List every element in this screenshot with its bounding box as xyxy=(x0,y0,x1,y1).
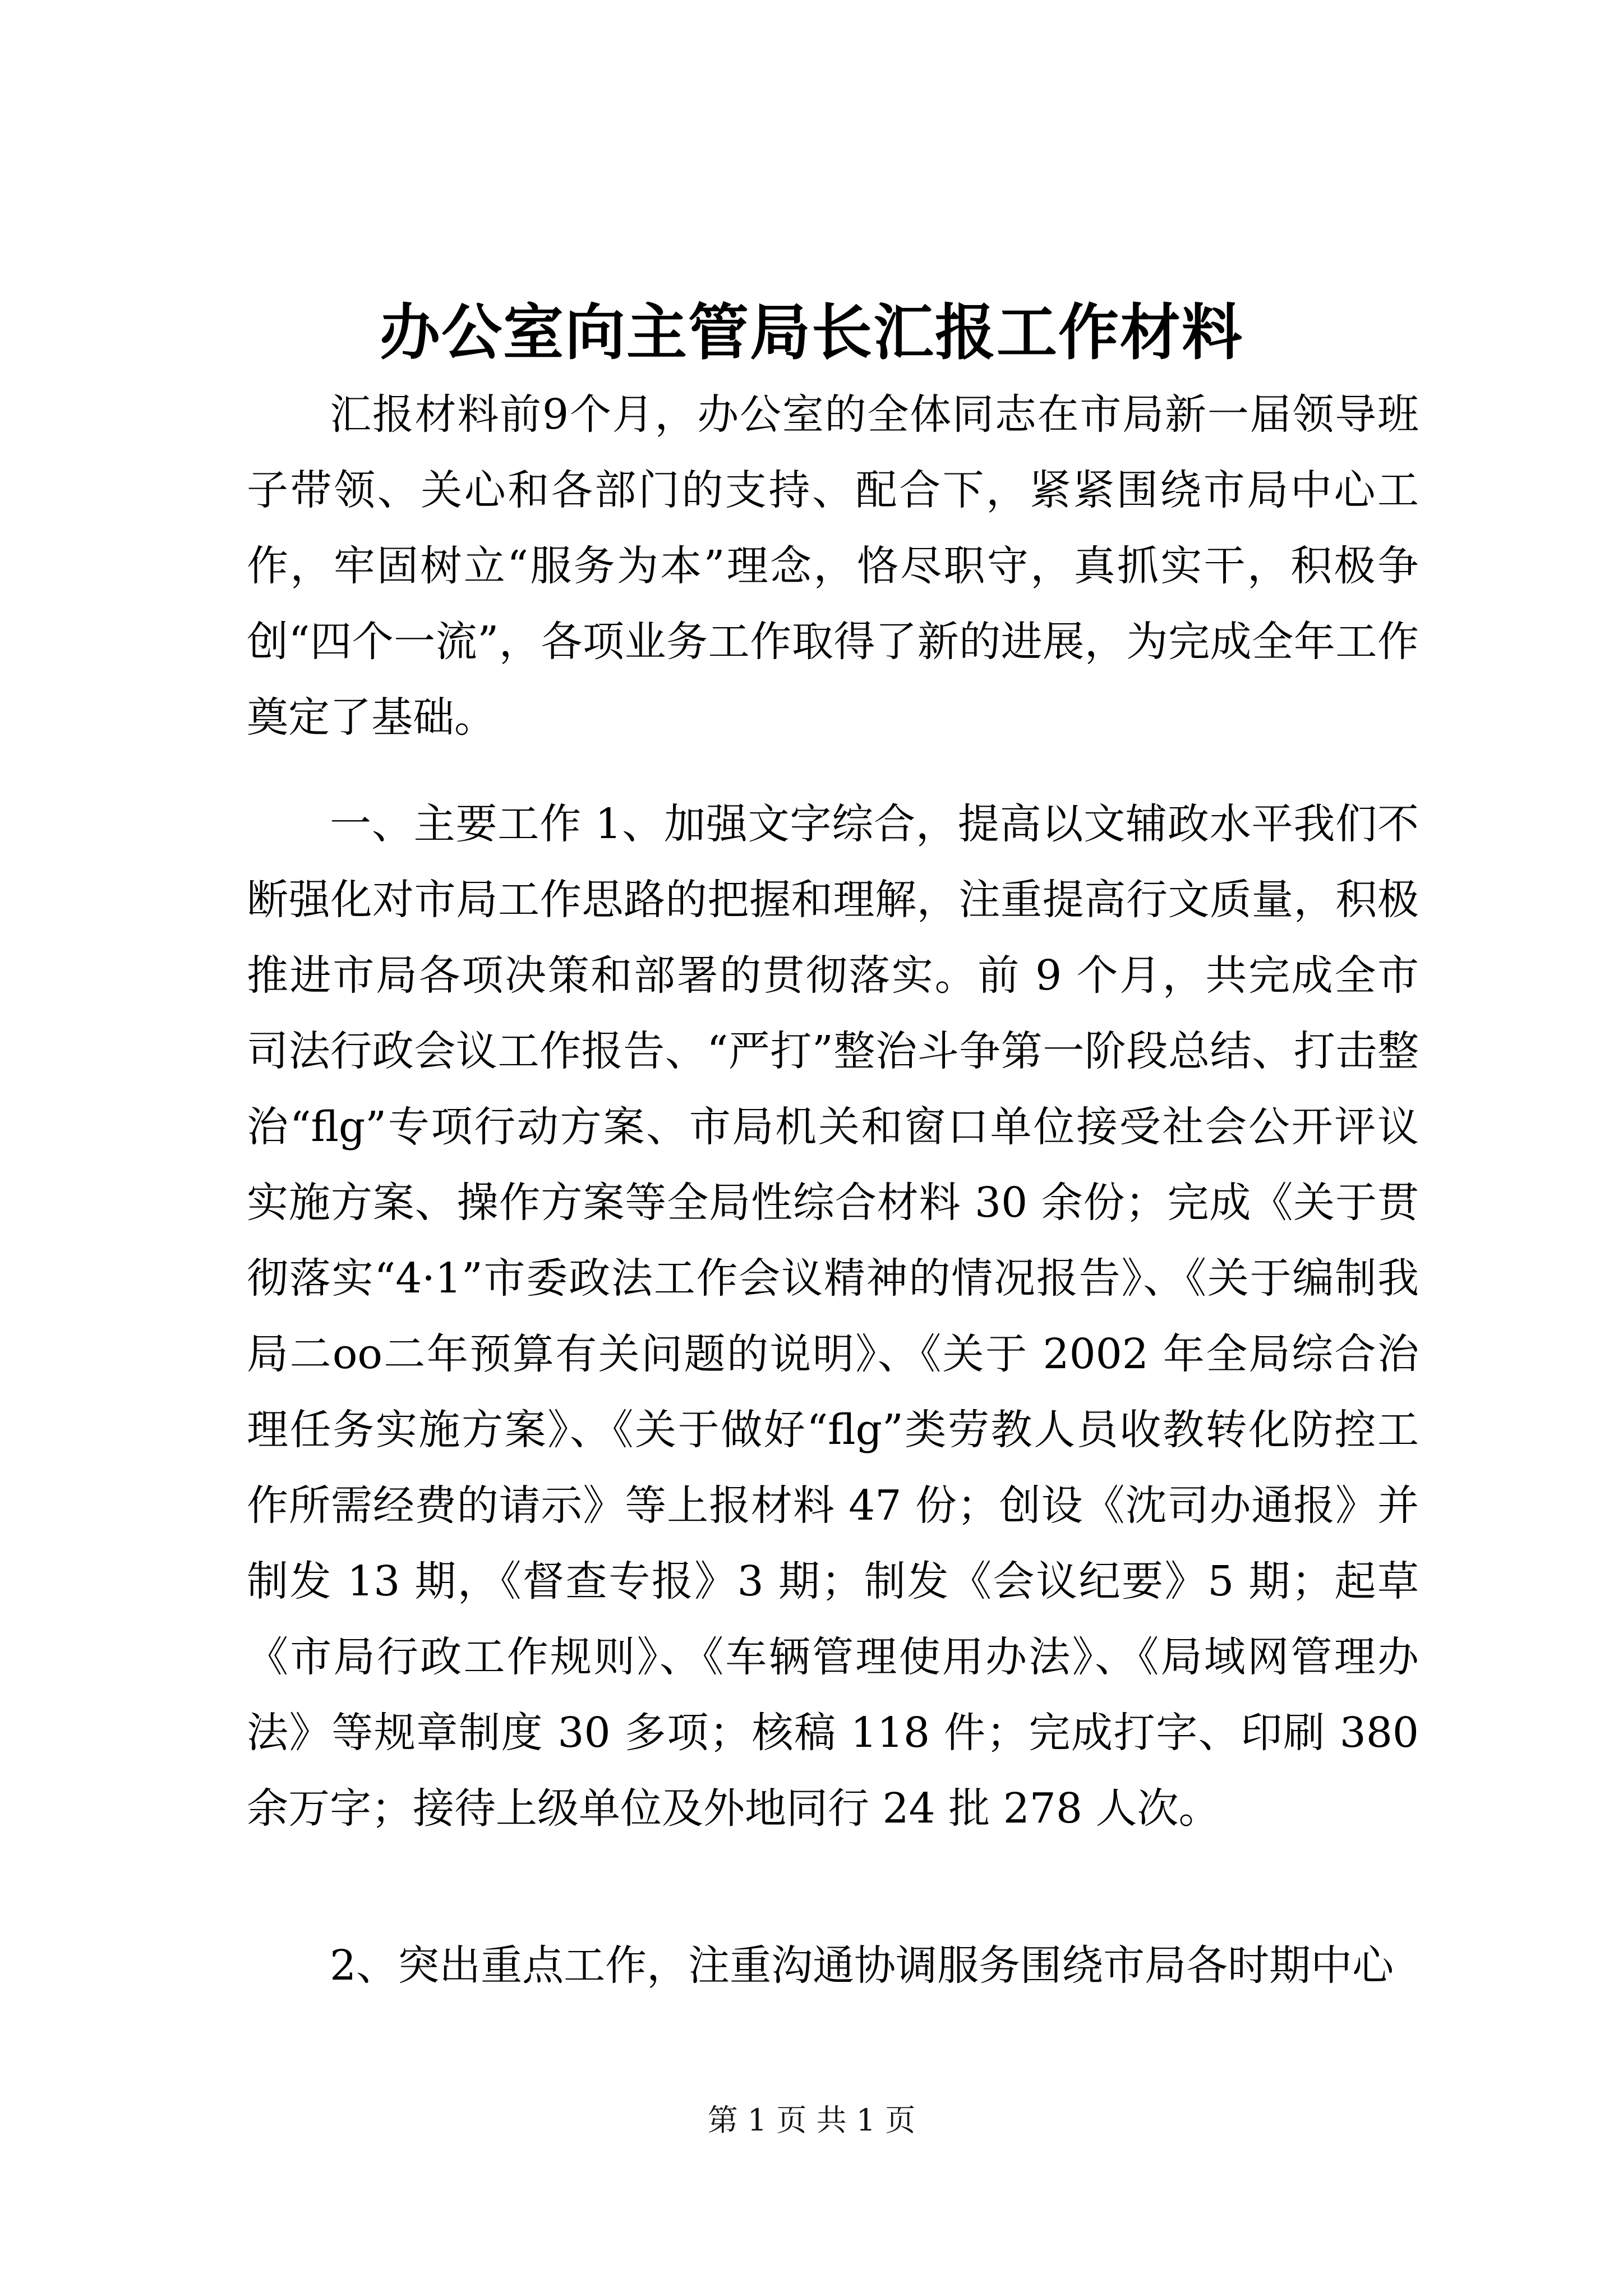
body-paragraph-key-work: 2、突出重点工作，注重沟通协调服务围绕市局各时期中心 xyxy=(330,1941,1394,1990)
body-paragraph-main-work: 一、主要工作 1、加强文字综合，提高以文辅政水平我们不断强化对市局工作思路的把握和理解，注重提高行文质量，积极推进市局各项决策和部署的贯彻落实。前 9 个月，共完成全市司法行政会议工作报告、“严打”整治斗争第一阶段总结、打击整治“flg”专项行动方案、市局机关和窗口单位接受社会公开评议实施方案、操作方案等全局性综合材料 30 余份；完成《关于贯彻落实“4·1”市委政法工作会议精神的情况报告》、《关于编制我局二oo二年预算有关问题的说明》、《关于 2002 年全局综合治理任务实施方案》、《关于做好“flg”类劳教人员收教转化防控工作所需经费的请示》等上报材料 47 份；创设《沈司办通报》并制发 13 期，《督查专报》3 期；制发《会议纪要》5 期；起草《市局行政工作规则》、《车辆管理使用办法》、《局域网管理办法》等规章制度 30 多项；核稿 118 件；完成打字、印刷 380 余万字；接待上级单位及外地同行 24 批 278 人次。 xyxy=(247,800,1419,1833)
body-paragraph-intro: 汇报材料前9个月，办公室的全体同志在市局新一届领导班子带领、关心和各部门的支持、配合下，紧紧围绕市局中心工作，牢固树立“服务为本”理念，恪尽职守，真抓实干，积极争创“四个一流”，各项业务工作取得了新的进展，为完成全年工作奠定了基础。 xyxy=(247,390,1419,742)
page-number-footer: 第 1 页 共 1 页 xyxy=(707,2102,916,2138)
document-title: 办公室向主管局长汇报工作材料 xyxy=(379,297,1243,368)
